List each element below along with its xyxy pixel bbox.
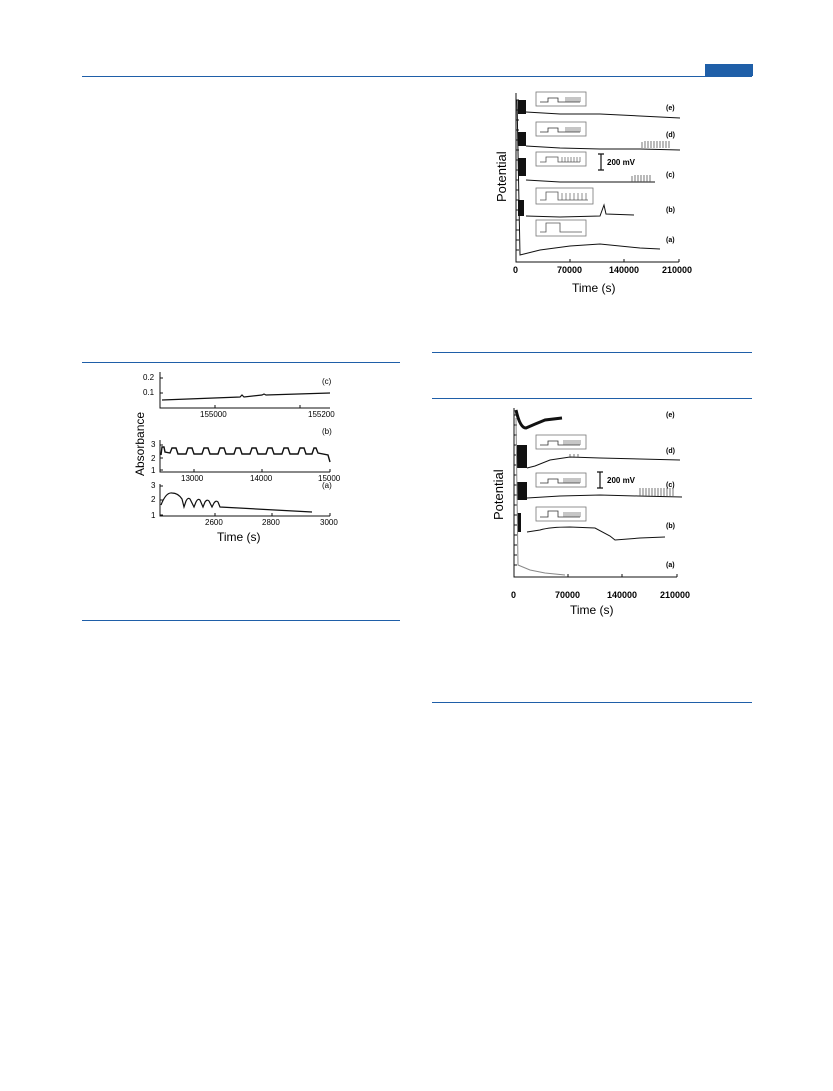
- xtick-1-bottom: 70000: [555, 590, 581, 600]
- panel-a-xtick-1: 2800: [262, 518, 280, 527]
- panel-b-ytick-2: 1: [151, 466, 156, 475]
- trace-label-e: (e): [666, 105, 675, 112]
- panel-a-ytick-2: 1: [151, 511, 156, 520]
- xtick-0: 0: [513, 265, 519, 275]
- trace-label-c-bottom: (c): [666, 482, 675, 489]
- trace-label-c: (c): [666, 172, 675, 179]
- potential-trace-d-bottom: [527, 457, 680, 468]
- scale-bar-bottom: [597, 472, 603, 488]
- panel-c-xtick-1: 155200: [308, 410, 335, 419]
- trace-label-e-bottom: (e): [666, 412, 675, 419]
- xtick-3-bottom: 210000: [660, 590, 691, 600]
- panel-b-xtick-0: 13000: [181, 474, 204, 483]
- panel-b-xtick-1: 14000: [250, 474, 273, 483]
- trace-label-a-bottom: (a): [666, 562, 675, 569]
- xtick-1: 70000: [557, 265, 583, 275]
- panel-a-ytick-0: 3: [151, 481, 156, 490]
- trace-label-d-bottom: (d): [666, 448, 675, 455]
- panel-b-label: (b): [322, 427, 332, 436]
- panel-a-label: (a): [322, 481, 332, 490]
- panel-b-ytick-1: 2: [151, 454, 156, 463]
- potential-ylabel-top: Potential: [494, 151, 509, 202]
- xtick-3: 210000: [662, 265, 693, 275]
- trace-label-b: (b): [666, 207, 675, 214]
- potential-ylabel-bottom: Potential: [491, 469, 506, 520]
- xtick-2: 140000: [609, 265, 640, 275]
- xtick-0-bottom: 0: [511, 590, 517, 600]
- potential-trace-e-bottom: [516, 410, 562, 428]
- xtick-2-bottom: 140000: [607, 590, 638, 600]
- panel-a-xtick-0: 2600: [205, 518, 223, 527]
- panel-c-xtick-0: 155000: [200, 410, 227, 419]
- panel-b-xtick-2: 15000: [318, 474, 341, 483]
- potential-trace-c-bottom: [527, 495, 682, 498]
- panel-b-ytick-0: 3: [151, 440, 156, 449]
- potential-trace-b-bottom: [527, 527, 665, 540]
- trace-label-d: (d): [666, 132, 675, 139]
- potential-xlabel-top: Time (s): [572, 281, 616, 295]
- scale-bar-label-top: 200 mV: [607, 158, 636, 167]
- panel-c-label: (c): [322, 377, 332, 386]
- panel-a-ytick-1: 2: [151, 495, 156, 504]
- panel-a-xtick-2: 3000: [320, 518, 338, 527]
- absorbance-ylabel: Absorbance: [133, 411, 147, 476]
- panel-c-ytick-0: 0.2: [143, 373, 155, 382]
- absorbance-xlabel: Time (s): [217, 530, 261, 544]
- potential-xlabel-bottom: Time (s): [570, 603, 614, 617]
- panel-c-ytick-1: 0.1: [143, 388, 155, 397]
- trace-label-b-bottom: (b): [666, 523, 675, 530]
- scale-bar-label-bottom: 200 mV: [607, 476, 636, 485]
- trace-label-a: (a): [666, 237, 675, 244]
